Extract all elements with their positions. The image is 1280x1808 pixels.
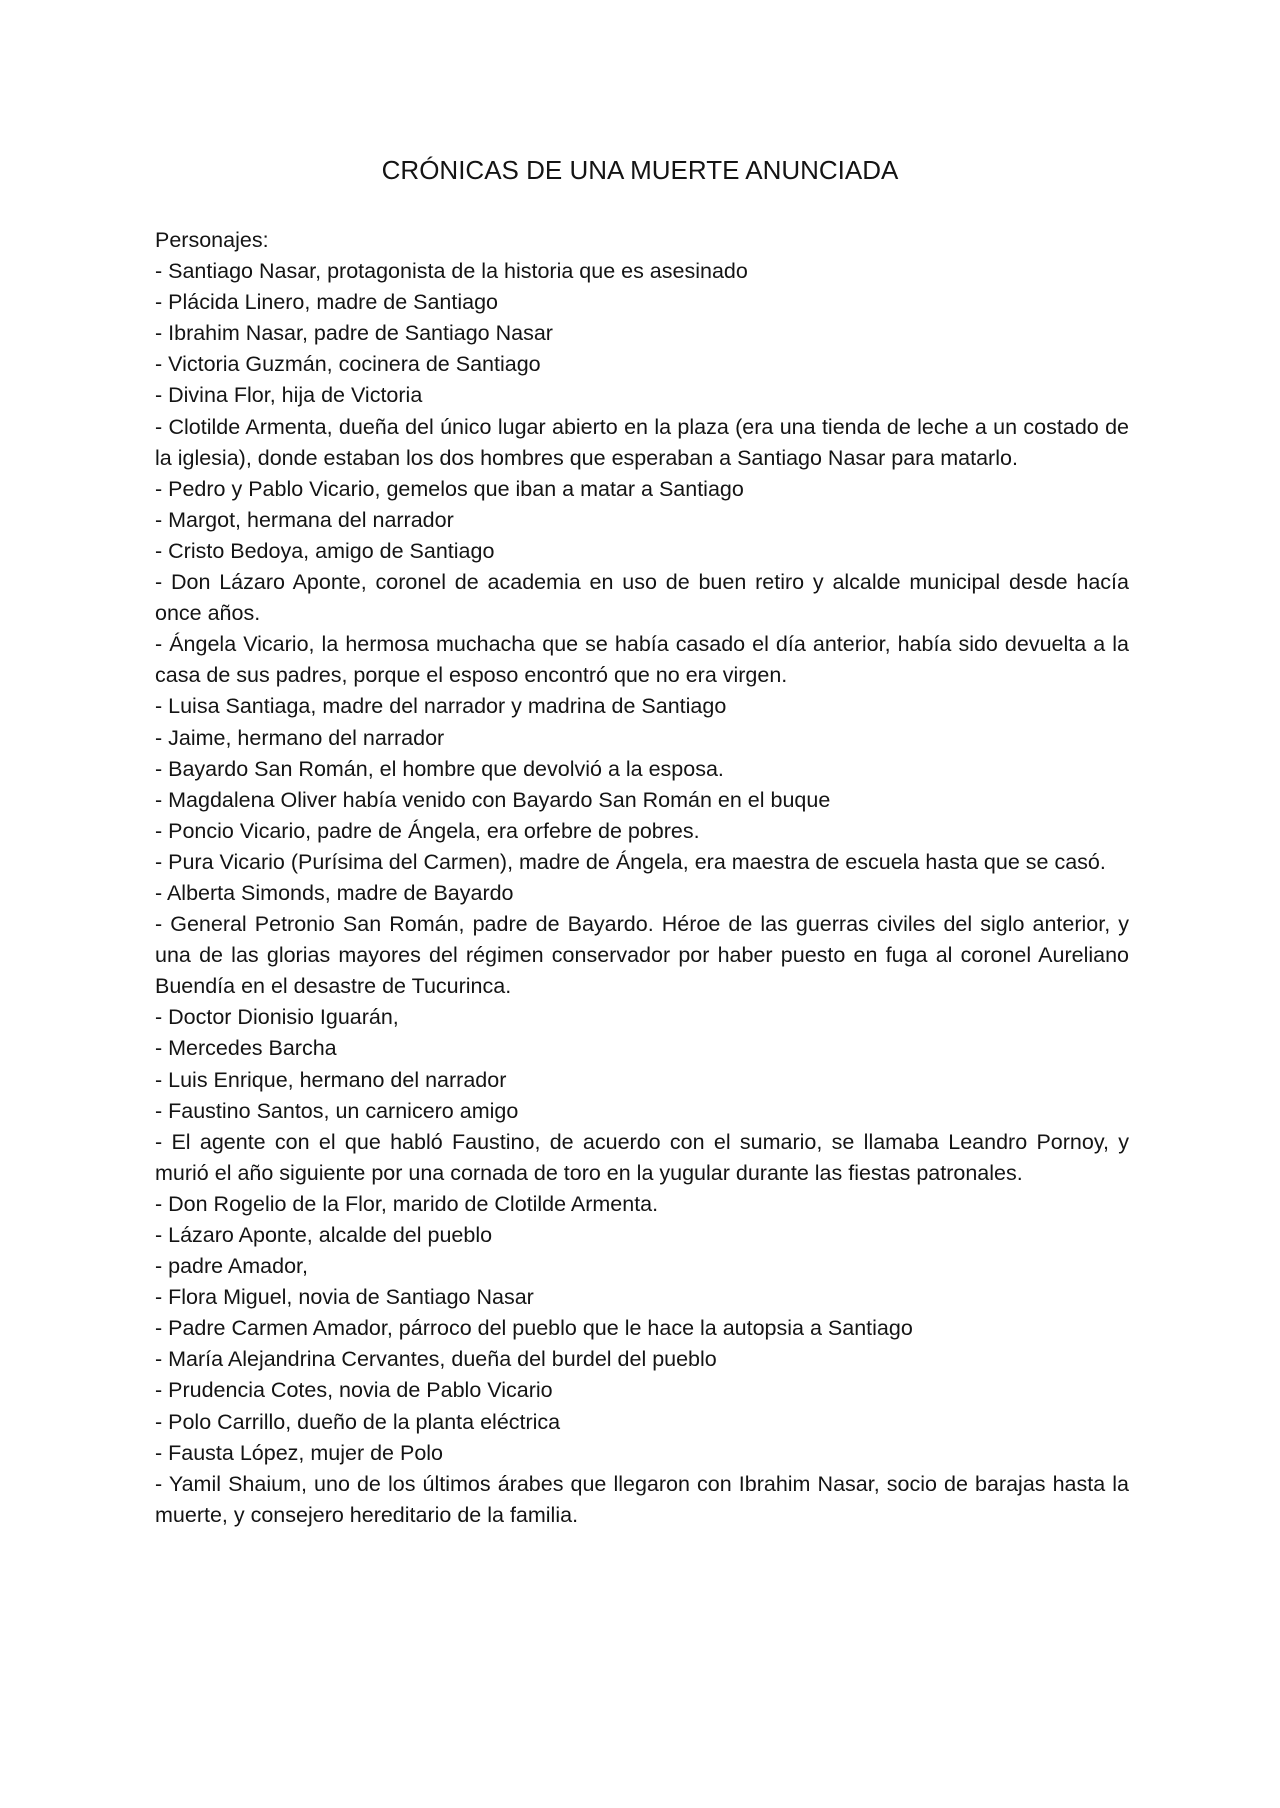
character-entry: - Mercedes Barcha [155,1036,337,1061]
character-entry: - Lázaro Aponte, alcalde del pueblo [155,1223,493,1247]
character-entry: - Luisa Santiaga, madre del narrador y madrina de Santiago [155,694,727,719]
character-entry: - Pedro y Pablo Vicario, gemelos que iban a matar a Santiago [155,476,744,501]
character-entry: - Jaime, hermano del narrador [155,725,445,750]
character-entry: - María Alejandrina Cervantes, dueña del burdel del pueblo [155,1347,717,1372]
section-label: Personajes: [155,228,269,252]
character-entry: - Santiago Nasar, protagonista de la historia que es asesinado [155,259,748,284]
character-entry: - Poncio Vicario, padre de Ángela, era orfebre de pobres. [155,818,700,843]
character-entry: - Divina Flor, hija de Victoria [155,383,423,408]
character-entry: - Plácida Linero, madre de Santiago [155,290,499,315]
character-entry: - Polo Carrillo, dueño de la planta eléctrica [155,1409,561,1434]
character-entry: - Faustino Santos, un carnicero amigo [155,1098,519,1123]
character-entry: - Prudencia Cotes, novia de Pablo Vicario [155,1378,553,1403]
characters-section [155,225,1129,1531]
character-entry: - Cristo Bedoya, amigo de Santiago [155,538,495,563]
character-entry: - Ángela Vicario, la hermosa muchacha que se había casado el día anterior, había sido devuelta a la casa de sus padres, porque el esposo encontró que no era virgen. [155,632,1129,688]
character-entry: - Flora Miguel, novia de Santiago Nasar [155,1285,534,1310]
character-entry: - Alberta Simonds, madre de Bayardo [155,880,514,905]
character-entry: - Luis Enrique, hermano del narrador [155,1067,507,1092]
character-entry: - Magdalena Oliver había venido con Bayardo San Román en el buque [155,787,831,812]
character-entry: - Victoria Guzmán, cocinera de Santiago [155,352,541,377]
character-entry: - El agente con el que habló Faustino, de acuerdo con el sumario, se llamaba Leandro Pornoy, y murió el año siguiente por una cornada de toro en la yugular durante las fiestas patronales. [155,1129,1129,1185]
character-entry: - General Petronio San Román, padre de Bayardo. Héroe de las guerras civiles del siglo anterior, y una de las glorias mayores del régimen conservador por haber puesto en fuga al coronel Aureliano Buendía en el desastre de Tucurinca. [155,912,1129,999]
document-title: CRÓNICAS DE UNA MUERTE ANUNCIADA [381,155,899,185]
character-entry: - Clotilde Armenta, dueña del único lugar abierto en la plaza (era una tienda de leche a un costado de la iglesia), donde estaban los dos hombres que esperaban a Santiago Nasar para matarlo. [155,414,1129,470]
character-entry: - Doctor Dionisio Iguarán, [155,1005,399,1030]
character-entry: - Bayardo San Román, el hombre que devolvió a la esposa. [155,756,724,781]
character-entry: - Yamil Shaium, uno de los últimos árabes que llegaron con Ibrahim Nasar, socio de barajas hasta la muerte, y consejero hereditario de la familia. [155,1471,1129,1527]
character-entry: - Pura Vicario (Purísima del Carmen), madre de Ángela, era maestra de escuela hasta que se casó. [155,849,1106,874]
character-entry: - Margot, hermana del narrador [155,507,454,532]
character-entry: - Don Rogelio de la Flor, marido de Clotilde Armenta. [155,1191,659,1216]
character-entry: - padre Amador, [155,1254,308,1279]
character-entry: - Padre Carmen Amador, párroco del pueblo que le hace la autopsia a Santiago [155,1316,913,1341]
character-entry: - Don Lázaro Aponte, coronel de academia en uso de buen retiro y alcalde municipal desde hacía once años. [155,570,1129,626]
character-entry: - Fausta López, mujer de Polo [155,1440,444,1465]
character-entry: - Ibrahim Nasar, padre de Santiago Nasar [155,321,553,346]
